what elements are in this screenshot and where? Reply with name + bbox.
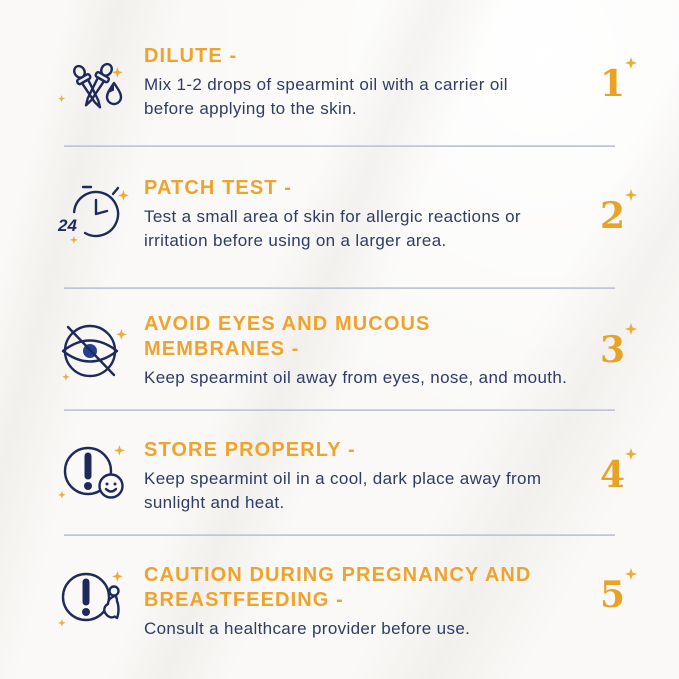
- divider: [64, 409, 615, 411]
- step-number: 3: [600, 332, 625, 368]
- alert-smiley-icon: [56, 435, 144, 509]
- alert-pregnancy-icon: [56, 561, 144, 635]
- step-number: 2: [600, 198, 625, 234]
- divider: [64, 287, 615, 289]
- sparkle-icon: [625, 323, 637, 335]
- item-body: Mix 1-2 drops of spearmint oil with a carrier oil before applying to the skin.: [144, 75, 508, 118]
- list-item-caution-pregnancy: [0, 535, 679, 679]
- step-number: 1: [600, 66, 625, 102]
- item-title: DILUTE -: [144, 45, 238, 67]
- dropper-icon: [56, 53, 144, 127]
- item-title: STORE PROPERLY -: [144, 439, 356, 461]
- list-item-patch-test: [0, 146, 679, 288]
- svg-text:24: 24: [58, 216, 77, 235]
- clock-24-icon: [56, 178, 144, 252]
- item-title: CAUTION DURING PREGNANCY AND BREASTFEEDING -: [144, 564, 532, 611]
- step-number: 4: [600, 457, 625, 493]
- item-text: [144, 176, 594, 253]
- no-eye-icon: [56, 313, 144, 387]
- item-text: [144, 44, 594, 121]
- item-text: [144, 312, 594, 390]
- item-text: [144, 563, 594, 641]
- divider: [64, 145, 615, 147]
- step-number: 5: [600, 577, 625, 613]
- list-item-dilute: [0, 0, 679, 146]
- sparkle-icon: [625, 448, 637, 460]
- sparkle-icon: [625, 57, 637, 69]
- sparkle-icon: [625, 568, 637, 580]
- item-title: PATCH TEST -: [144, 177, 293, 199]
- item-body: Consult a healthcare provider before use.: [144, 619, 471, 638]
- sparkle-icon: [625, 189, 637, 201]
- item-text: [144, 438, 594, 515]
- list-item-avoid-eyes: [0, 288, 679, 410]
- item-body: Keep spearmint oil in a cool, dark place away from sunlight and heat.: [144, 469, 542, 512]
- divider: [64, 534, 615, 536]
- item-body: Test a small area of skin for allergic reactions or irritation before using on a larger area.: [144, 207, 521, 250]
- item-body: Keep spearmint oil away from eyes, nose, and mouth.: [144, 368, 568, 387]
- item-title: AVOID EYES AND MUCOUS MEMBRANES -: [144, 313, 431, 360]
- list-item-store-properly: [0, 410, 679, 535]
